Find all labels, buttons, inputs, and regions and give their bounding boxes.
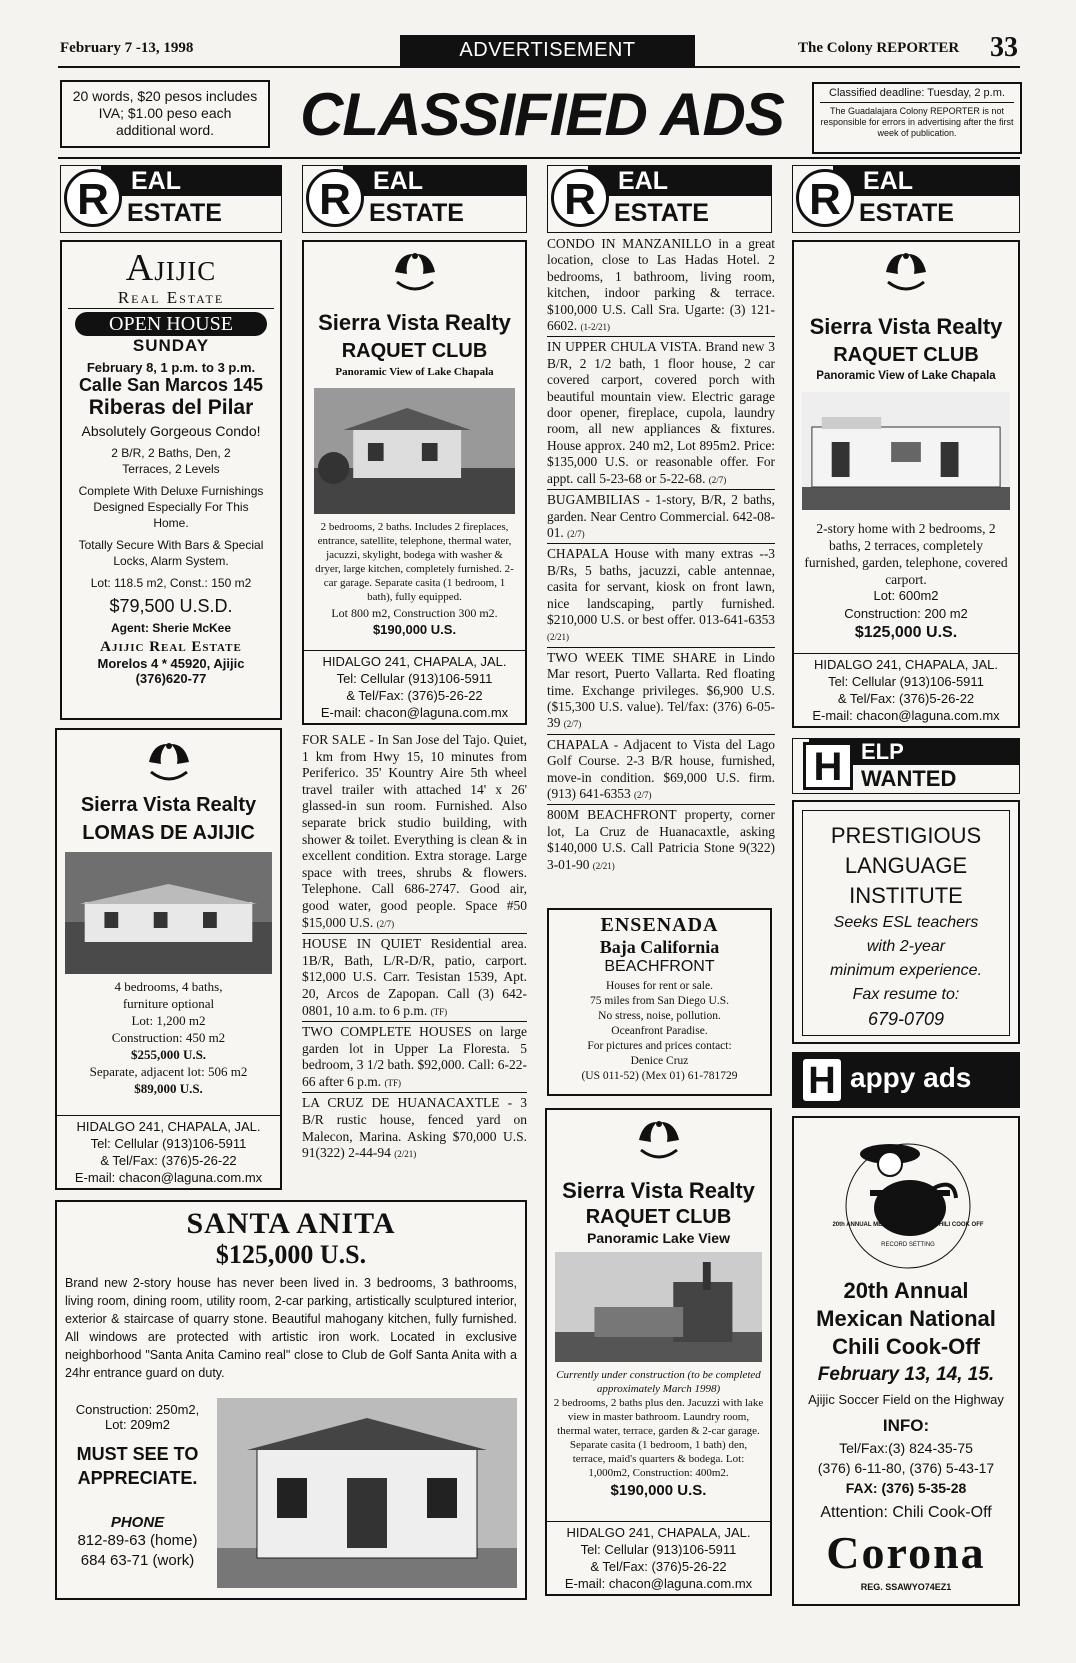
ad-code: (2/7) — [567, 528, 585, 539]
ensenada-ad — [547, 908, 772, 1096]
deadline-text: Classified deadline: Tuesday, 2 p.m. — [820, 87, 1014, 103]
classified-ad — [302, 936, 527, 1022]
section-top: EAL — [833, 166, 1019, 196]
sierra-vista-logo-icon — [385, 248, 445, 296]
ajijic-rooms: 2 B/R, 2 Baths, Den, 2 Terraces, 2 Levels — [111, 446, 231, 476]
corona-logo: Corona — [826, 1527, 986, 1578]
help-line5: with 2-year — [866, 938, 946, 955]
classified-ad — [547, 807, 775, 875]
help-line2: LANGUAGE — [844, 853, 968, 878]
help-line4: Seeks ESL teachers — [833, 914, 979, 931]
ajijic-real-estate-ad — [60, 240, 282, 720]
help-line3: INSTITUTE — [849, 883, 963, 908]
sierra-cellular: Tel: Cellular (913)106-5911 — [580, 1542, 737, 1557]
santa-anita-phone-home: 812-89-63 (home) — [77, 1532, 198, 1549]
help-bottom: WANTED — [861, 766, 957, 791]
sierra-vista-name: Sierra Vista Realty — [80, 794, 257, 816]
ad-text: CONDO IN MANZANILLO in a great location, close to Las Hadas Hotel. 2 bedrooms, 1 bathroom, living room, kitchen, indoor parking & terrace. $100,000 U.S. Call Sra. Ugarte: (3) 121-6602. — [547, 236, 775, 334]
raquet2-lot: Lot: 600m2 — [873, 588, 939, 603]
ensenada-line6: Denice Cruz — [630, 1055, 689, 1067]
help-line8: 679-0709 — [867, 1009, 945, 1029]
raquet3-house-photo — [555, 1252, 762, 1362]
santa-anita-title: SANTA ANITA — [186, 1207, 396, 1240]
ensenada-body — [549, 979, 770, 1084]
ajijic-lot: Lot: 118.5 m2, Const.: 150 m2 — [90, 576, 252, 590]
col3-classifieds — [547, 236, 775, 904]
classified-ad — [547, 737, 775, 806]
help-line1: PRESTIGIOUS — [830, 823, 982, 848]
lomas-line1: 4 bedrooms, 4 baths, — [114, 979, 223, 994]
raquet3-caption-italic: Currently under construction (to be completed approximately March 1998) — [556, 1369, 761, 1395]
sierra-telfax: & Tel/Fax: (376)5-26-22 — [346, 688, 483, 703]
raquet2-sub: Panoramic View of Lake Chapala — [816, 370, 996, 382]
raquet1-house-photo — [314, 388, 515, 514]
classified-ad — [302, 1024, 527, 1093]
happy-label: appy ads — [850, 1062, 972, 1093]
pricing-text: 20 words, $20 pesos includes IVA; $1.00 peso each additional word. — [72, 88, 258, 138]
section-bottom: ESTATE — [369, 199, 464, 227]
lomas-house-image — [65, 852, 272, 974]
chili-badge-ring: 20th ANNUAL MEXICAN NATIONAL CHILI COOK OFF — [832, 1222, 984, 1228]
ajijic-agent: Agent: Sherie McKee — [110, 621, 232, 635]
real-estate-header-2 — [302, 165, 527, 233]
section-initial: R — [551, 169, 609, 227]
happy-ads-header — [792, 1052, 1020, 1108]
help-line7: Fax resume to: — [852, 986, 960, 1003]
sierra-vista-lomas-ad — [55, 728, 282, 1190]
ad-code: (2/7) — [376, 918, 395, 929]
raquet3-sub: Panoramic Lake View — [587, 1230, 730, 1246]
sierra-cellular: Tel: Cellular (913)106-5911 — [336, 671, 493, 686]
raquet2-price: $125,000 U.S. — [854, 624, 958, 641]
chili-attention: Attention: Chili Cook-Off — [820, 1504, 992, 1521]
section-bottom: ESTATE — [127, 199, 222, 227]
sierra-contact-block — [547, 1521, 770, 1594]
sierra-contact-block — [57, 1115, 280, 1188]
sierra-vista-raquet3-ad — [545, 1108, 772, 1596]
lomas-line5: Separate, adjacent lot: 506 m2 — [89, 1064, 248, 1079]
issue-date: February 7 -13, 1998 — [60, 40, 194, 56]
lomas-house-photo — [65, 852, 272, 974]
ensenada-title: ENSENADA — [600, 914, 719, 936]
ad-text: FOR SALE - In San Jose del Tajo. Quiet, 1 km from Hwy 15, 10 minutes from Periferico. 35' Kountry Aire 5th wheel travel trailer with attached 14' x 26' glassed-in sun room. Furnished. Also separate brick studio building, with shower & toilet. Everything is clean & in excellent condition. Extra storage. Large space with trees, shrubs & flowers. Telephone. Call 686-2747. Good air, good water, good people. Space #50 $15,000 U.S. — [302, 732, 527, 930]
classified-ad — [302, 1095, 527, 1163]
ad-text: 800M BEACHFRONT property, corner lot, La Cruz de Huanacaxtle, asking $140,000 U.S. Call Patricia Stone 9(322) 3-01-90 — [547, 807, 775, 872]
ensenada-line7: (US 011-52) (Mex 01) 61-781729 — [581, 1070, 738, 1082]
sierra-cellular: Tel: Cellular (913)106-5911 — [90, 1136, 247, 1151]
sierra-cellular: Tel: Cellular (913)106-5911 — [828, 674, 984, 689]
language-inner-frame — [802, 810, 1010, 1036]
header-rule — [58, 66, 1020, 68]
section-top: EAL — [101, 166, 281, 196]
sierra-email: E-mail: chacon@laguna.com.mx — [564, 1576, 753, 1591]
lomas-price2: $89,000 U.S. — [134, 1081, 203, 1096]
raquet2-house-image — [802, 392, 1010, 510]
real-estate-header-1 — [60, 165, 282, 233]
santa-anita-house-photo — [217, 1398, 517, 1588]
ad-code: (TF) — [384, 1077, 401, 1088]
lomas-headline: LOMAS DE AJIJIC — [82, 822, 255, 844]
chili-cookoff-ad — [792, 1116, 1020, 1606]
raquet1-caption: 2 bedrooms, 2 baths. Includes 2 fireplaces, entrance, satellite, telephone, thermal water, jacuzzi, skylight, bodega with washer & dryer, large kitchen, completely furnished. 2-car garage. Separate casita (1 bedroom, 1 bath), fully equipped. — [315, 521, 514, 603]
chili-tel2: (376) 6-11-80, (376) 5-43-17 — [817, 1460, 995, 1476]
chili-title2: Mexican National — [816, 1306, 996, 1331]
raquet3-headline: RAQUET CLUB — [585, 1206, 732, 1228]
section-top: EAL — [343, 166, 526, 196]
raquet1-headline: RAQUET CLUB — [341, 340, 488, 362]
ajijic-firm: Ajijic Real Estate — [100, 639, 242, 655]
raquet3-house-image — [555, 1252, 762, 1362]
paper-name: The Colony REPORTER — [798, 40, 960, 56]
header-rule-2 — [58, 157, 1020, 159]
lomas-price: $255,000 U.S. — [130, 1047, 207, 1062]
sierra-telfax: & Tel/Fax: (376)5-26-22 — [837, 691, 975, 706]
sierra-contact-block — [794, 653, 1018, 726]
lomas-details — [57, 978, 280, 1097]
sierra-vista-raquet1-ad — [302, 240, 527, 725]
santa-anita-must: MUST SEE TO APPRECIATE. — [76, 1444, 199, 1488]
sierra-email: E-mail: chacon@laguna.com.mx — [320, 705, 509, 720]
raquet3-price: $190,000 U.S. — [610, 1482, 707, 1499]
ad-text: IN UPPER CHULA VISTA. Brand new 3 B/R, 2 1/2 bath, 1 floor house, 2 car covered carport, covered porch with beautiful mountain view. Electric garage door opener, fireplace, cupola, laundry room, all new appliances & fixtures. House approx. 240 m2, Lot 895m2. Price: $135,000 U.S. or reasonable offer. For appt. call 5-23-68 or 5-22-68. — [547, 339, 775, 486]
lomas-line2: furniture optional — [122, 996, 215, 1011]
help-line6: minimum experience. — [829, 962, 983, 979]
ajijic-address: Morelos 4 * 45920, Ajijic — [97, 656, 245, 671]
ensenada-beach: BEACHFRONT — [604, 958, 715, 975]
sierra-vista-logo-icon — [876, 248, 936, 296]
chili-pot-icon — [828, 1126, 988, 1276]
raquet3-caption: 2 bedrooms, 2 baths plus den. Jacuzzi with lake view in master bathroom. Laundry room, thermal water, terrace, garden & 2-car garage. Separate casita (1 bedroom, 1 bath) den, terrace, maid's quarters & bodega. Lot: 1,000m2, Construction: 400m2. — [553, 1397, 764, 1479]
sierra-vista-raquet2-ad — [792, 240, 1020, 728]
open-house-street: Calle San Marcos 145 — [78, 375, 264, 395]
classified-ad — [547, 236, 775, 337]
ad-code: (2/21) — [394, 1149, 417, 1160]
ajijic-logo-sub: Real Estate — [68, 288, 274, 309]
sierra-vista-name: Sierra Vista Realty — [809, 314, 1003, 339]
ad-text: CHAPALA House with many extras --3 B/Rs, 5 baths, jacuzzi, cable antennae, casita for servant, kiosk on front lawn, nice landscaping, partly furnished. $210,000 U.S. or best offer. 013-641-6353 — [547, 546, 775, 627]
sierra-contact-block — [304, 650, 525, 723]
section-initial: R — [796, 169, 854, 227]
col2-classifieds — [302, 732, 527, 1197]
classified-ad — [547, 650, 775, 735]
open-house-day: SUNDAY — [132, 336, 210, 355]
help-initial: H — [803, 742, 853, 790]
raquet1-price: $190,000 U.S. — [372, 622, 457, 637]
ad-text: LA CRUZ DE HUANACAXTLE - 3 B/R rustic house, fenced yard on Malecon, Marina. Asking $70,000 U.S. 91(322) 2-44-94 — [302, 1095, 527, 1161]
ajijic-tagline: Absolutely Gorgeous Condo! — [81, 423, 261, 439]
sierra-address: HIDALGO 241, CHAPALA, JAL. — [322, 654, 507, 669]
section-top: EAL — [588, 166, 771, 196]
sierra-telfax: & Tel/Fax: (376)5-26-22 — [590, 1559, 727, 1574]
chili-dates: February 13, 14, 15. — [817, 1364, 995, 1385]
help-top: ELP — [809, 739, 1019, 765]
sierra-email: E-mail: chacon@laguna.com.mx — [74, 1170, 263, 1185]
chili-info-label: INFO: — [882, 1416, 930, 1435]
ad-text: CHAPALA - Adjacent to Vista del Lago Golf Course. 2-3 B/R house, furnished, move-in condition. $69,000 U.S. firm. (913) 641-6353 — [547, 736, 775, 801]
raquet1-lot: Lot 800 m2, Construction 300 m2. — [331, 606, 498, 620]
ad-code: (2/7) — [634, 790, 652, 800]
ad-code: (TF) — [430, 1006, 448, 1017]
section-initial: R — [306, 169, 364, 227]
real-estate-header-4 — [792, 165, 1020, 233]
ensenada-sub: Baja California — [599, 937, 720, 957]
santa-anita-price: $125,000 U.S. — [215, 1240, 367, 1269]
santa-anita-lot: Lot: 209m2 — [104, 1417, 171, 1432]
ad-text: HOUSE IN QUIET Residential area. 1B/R, Bath, L/R-D/R, patio, carport. $12,000 U.S. Carr. Tesistan 1539, Apt. 20, Arcos de Zapopan. Call (3) 642-0801, 10 a.m. to 6 p.m. — [302, 936, 527, 1018]
ad-text: TWO COMPLETE HOUSES on large garden lot in Upper La Floresta. 5 bedroom, 3 1/2 bath. $92,000. Call: 6-22-66 after 6 p.m. — [302, 1024, 527, 1089]
ajijic-security: Totally Secure With Bars & Special Locks, Alarm System. — [78, 538, 264, 568]
santa-anita-phone-label: PHONE — [110, 1514, 165, 1531]
chili-badge-inner: RECORD SETTING — [881, 1242, 935, 1248]
disclaimer-text: The Guadalajara Colony REPORTER is not responsible for errors in advertising after the first week of publication. — [820, 106, 1014, 138]
classified-ad — [302, 732, 527, 934]
ajijic-furnish: Complete With Deluxe Furnishings Designed Especially For This Home. — [78, 484, 264, 530]
ad-code: (2/21) — [547, 632, 569, 643]
lomas-line3: Lot: 1,200 m2 — [131, 1013, 206, 1028]
santa-anita-house-image — [217, 1398, 517, 1588]
lomas-line4: Construction: 450 m2 — [111, 1030, 226, 1045]
section-bottom: ESTATE — [614, 199, 709, 227]
ensenada-line1: Houses for rent or sale. — [606, 980, 713, 992]
ajijic-price: $79,500 U.S.D. — [109, 596, 233, 616]
classified-ad — [547, 492, 775, 544]
ajijic-phone: (376)620-77 — [135, 671, 207, 686]
corona-reg: REG. SSAWYO74EZ1 — [860, 1582, 952, 1592]
open-house-area: Riberas del Pilar — [88, 396, 254, 419]
santa-anita-ad — [55, 1200, 527, 1600]
open-house-badge: OPEN HOUSE — [75, 312, 267, 336]
sierra-address: HIDALGO 241, CHAPALA, JAL. — [76, 1119, 261, 1134]
advertisement-banner: ADVERTISEMENT — [400, 35, 695, 67]
santa-anita-body: Brand new 2-story house has never been lived in. 3 bedrooms, 3 bathrooms, living room, dining room, utility room, 2-car parking, artistically sculptured interior, exterior & staircase of quarry stone. Beautiful mahogany kitchen, fully furnished. All windows are protected with artistic iron work. Located in exclusive neighborhood "Santa Anita Camino real" close to Club de Golf Santa Anita with a 24hr entrance guard on duty. — [65, 1276, 517, 1380]
sierra-address: HIDALGO 241, CHAPALA, JAL. — [566, 1525, 751, 1540]
classified-ad — [547, 546, 775, 647]
santa-anita-details — [65, 1402, 210, 1571]
real-estate-header-3 — [547, 165, 772, 233]
section-bottom: ESTATE — [859, 199, 954, 227]
ad-text: BUGAMBILIAS - 1-story, B/R, 2 baths, garden. Near Centro Commercial. 642-08-01. — [547, 492, 775, 540]
raquet1-house-image — [314, 388, 515, 514]
happy-initial: H — [800, 1056, 844, 1104]
sierra-telfax: & Tel/Fax: (376)5-26-22 — [100, 1153, 237, 1168]
santa-anita-construction: Construction: 250m2, — [75, 1402, 200, 1417]
classified-title: CLASSIFIED ADS — [300, 81, 784, 148]
sierra-vista-name: Sierra Vista Realty — [318, 310, 511, 335]
sierra-address: HIDALGO 241, CHAPALA, JAL. — [814, 657, 998, 672]
ad-code: (2/7) — [708, 474, 727, 485]
santa-anita-phone-work: 684 63-71 (work) — [80, 1552, 195, 1569]
sierra-email: E-mail: chacon@laguna.com.mx — [812, 708, 1000, 723]
ensenada-line2: 75 miles from San Diego U.S. — [590, 995, 729, 1007]
deadline-box — [812, 82, 1022, 154]
raquet2-headline: RAQUET CLUB — [833, 344, 979, 366]
ad-code: (1-2/21) — [580, 322, 610, 333]
raquet2-house-photo — [802, 392, 1010, 510]
ad-text: TWO WEEK TIME SHARE in Lindo Mar resort, Puerto Vallarta. Red floating time. Exchange privileges. $6,900 U.S. ($15,300 U.S. value). Tel/fax: (376) 6-05-39 — [547, 649, 775, 731]
language-institute-ad — [792, 800, 1020, 1044]
section-initial: R — [64, 169, 122, 227]
sierra-vista-logo-icon — [629, 1116, 689, 1164]
chili-title1: 20th Annual — [843, 1278, 969, 1303]
page-number: 33 — [990, 32, 1018, 63]
help-wanted-header — [792, 738, 1020, 794]
raquet2-construction: Construction: 200 m2 — [844, 606, 968, 621]
chili-title3: Chili Cook-Off — [832, 1334, 980, 1359]
ad-code: (2/7) — [563, 719, 582, 730]
ensenada-line3: No stress, noise, pollution. — [598, 1010, 721, 1022]
ensenada-line4: Oceanfront Paradise. — [611, 1025, 708, 1037]
ad-code: (2/21) — [592, 860, 615, 871]
pricing-box — [60, 80, 270, 148]
chili-venue: Ajijic Soccer Field on the Highway — [808, 1392, 1004, 1407]
raquet2-caption: 2-story home with 2 bedrooms, 2 baths, 2 terraces, completely furnished, garden, telephone, covered carport. — [804, 521, 1008, 587]
open-house-time: February 8, 1 p.m. to 3 p.m. — [86, 360, 256, 375]
classified-ad — [547, 339, 775, 490]
raquet1-sub: Panoramic View of Lake Chapala — [335, 366, 494, 378]
chili-tel: Tel/Fax:(3) 824-35-75 — [839, 1440, 973, 1456]
sierra-vista-name: Sierra Vista Realty — [562, 1178, 755, 1203]
sierra-vista-logo-icon — [139, 738, 199, 786]
ensenada-line5: For pictures and prices contact: — [587, 1040, 732, 1052]
chili-fax: FAX: (376) 5-35-28 — [845, 1480, 967, 1496]
ajijic-logo-main: Ajijic — [125, 247, 217, 289]
